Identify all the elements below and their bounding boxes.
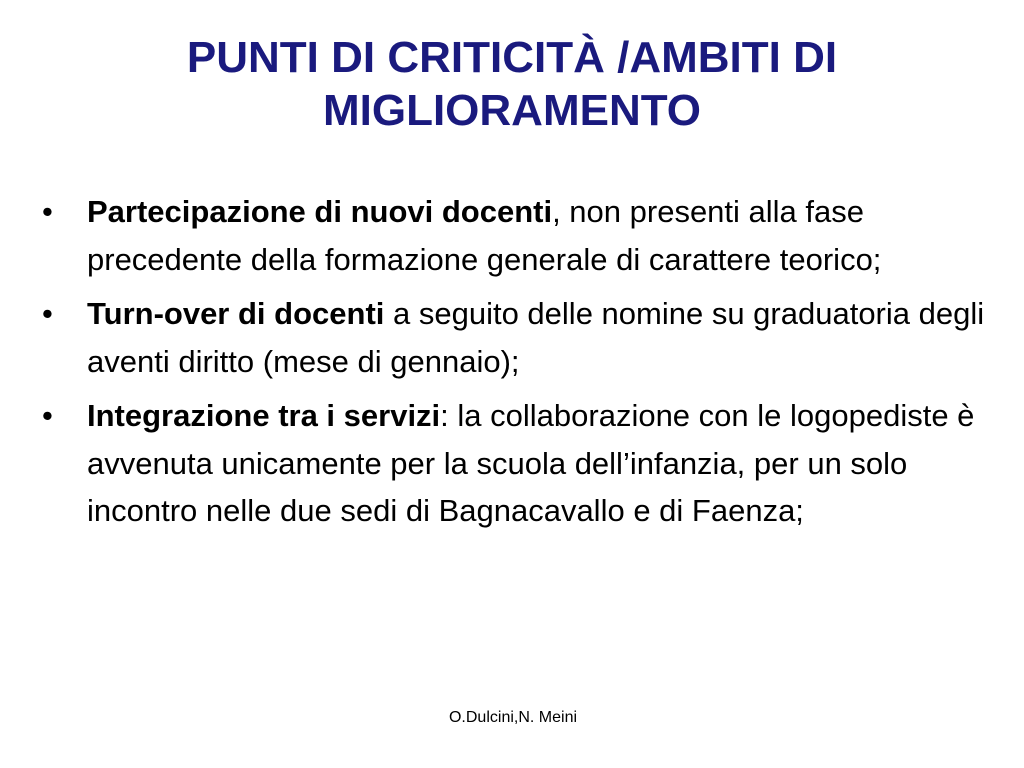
slide-footer: O.Dulcini,N. Meini (448, 709, 578, 726)
bullet-item (40, 392, 1000, 535)
bullet-text: a seguito delle nomine su graduatoria degli aventi diritto (mese di gennaio); (87, 296, 985, 379)
slide-title (40, 31, 984, 137)
bullet-bold-text: Partecipazione di nuovi docenti (87, 194, 553, 229)
bullet-dot-icon: • (42, 296, 53, 331)
bullet-dot-icon: • (42, 398, 53, 433)
bullet-item (40, 290, 1000, 385)
bullet-bold-text: Turn-over di docenti (87, 296, 385, 331)
slide-title-line-2: MIGLIORAMENTO (322, 86, 702, 135)
bullet-bold-text: Integrazione tra i servizi (87, 398, 441, 433)
bullet-text: , non presenti alla fase precedente della formazione generale di carattere teorico; (87, 194, 882, 277)
bullet-list (40, 188, 1000, 542)
bullet-dot-icon: • (42, 194, 53, 229)
slide-title-line-1: PUNTI DI CRITICITÀ /AMBITI DI (186, 33, 838, 82)
bullet-item (40, 188, 1000, 283)
bullet-text: : la collaborazione con le logopediste è avvenuta unicamente per la scuola dell’infanzia, per un solo incontro nelle due sedi di Bagnacavallo e di Faenza; (87, 398, 975, 528)
